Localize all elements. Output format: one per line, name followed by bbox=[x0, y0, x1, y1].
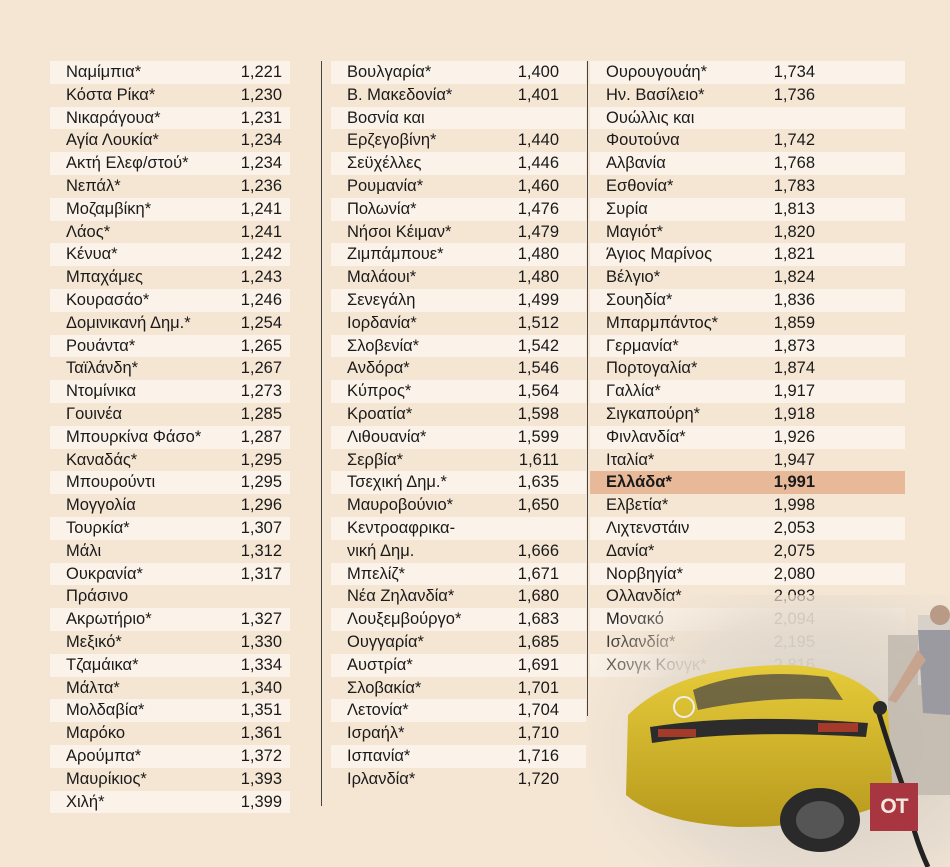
table-row bbox=[331, 722, 586, 745]
fuel-price: 1,685 bbox=[517, 632, 559, 651]
country-name: Γουινέα bbox=[66, 404, 123, 423]
table-row bbox=[590, 289, 905, 312]
table-row bbox=[590, 335, 905, 358]
table-row bbox=[331, 221, 586, 244]
country-name: Τουρκία* bbox=[66, 518, 130, 537]
country-name: Ισραήλ* bbox=[347, 724, 405, 743]
country-name: Ιταλία* bbox=[606, 450, 655, 469]
table-row bbox=[331, 335, 586, 358]
country-name: Μπαχάμες bbox=[66, 268, 144, 287]
fuel-price: 1,246 bbox=[240, 290, 282, 309]
country-name: Μογγολία bbox=[66, 496, 136, 515]
fuel-price: 1,372 bbox=[240, 746, 282, 765]
country-name: Μεξικό* bbox=[66, 632, 122, 651]
fuel-price: 2,053 bbox=[773, 518, 815, 537]
country-name: Σουηδία* bbox=[606, 290, 673, 309]
fuel-price: 1,542 bbox=[517, 336, 559, 355]
fuel-price: 1,710 bbox=[517, 724, 559, 743]
table-row bbox=[50, 289, 290, 312]
fuel-price: 1,599 bbox=[517, 427, 559, 446]
table-row bbox=[590, 426, 905, 449]
fuel-price: 1,635 bbox=[517, 473, 559, 492]
fuel-price: 1,783 bbox=[773, 176, 815, 195]
country-name: Ουκρανία* bbox=[66, 564, 143, 583]
fuel-price: 1,446 bbox=[517, 154, 559, 173]
table-row bbox=[331, 631, 586, 654]
fuel-price: 1,691 bbox=[517, 655, 559, 674]
table-row bbox=[50, 768, 290, 791]
table-row bbox=[590, 243, 905, 266]
fuel-price: 1,221 bbox=[240, 63, 282, 81]
fuel-price: 1,265 bbox=[240, 336, 282, 355]
country-name: Σενεγάλη bbox=[347, 290, 416, 309]
table-row bbox=[590, 563, 905, 586]
fuel-price: 1,734 bbox=[773, 63, 815, 81]
fuel-price: 1,720 bbox=[517, 769, 559, 788]
table-row bbox=[50, 107, 290, 130]
table-row bbox=[331, 266, 586, 289]
fuel-price: 1,998 bbox=[773, 496, 815, 515]
table-row bbox=[50, 380, 290, 403]
table-row bbox=[331, 289, 586, 312]
fuel-price: 1,821 bbox=[773, 245, 815, 264]
fuel-price: 1,480 bbox=[517, 245, 559, 264]
country-name: Μπουρκίνα Φάσο* bbox=[66, 427, 202, 446]
table-row bbox=[50, 791, 290, 814]
table-row bbox=[50, 608, 290, 631]
fuel-price: 1,287 bbox=[240, 427, 282, 446]
fuel-price: 1,564 bbox=[517, 382, 559, 401]
fuel-price: 1,824 bbox=[773, 268, 815, 287]
fuel-price: 2,075 bbox=[773, 541, 815, 560]
table-row bbox=[590, 198, 905, 221]
table-row bbox=[331, 243, 586, 266]
table-row bbox=[590, 517, 905, 540]
table-row bbox=[50, 563, 290, 586]
fuel-price: 1,820 bbox=[773, 222, 815, 241]
country-name: Ιρλανδία* bbox=[347, 769, 416, 788]
table-row bbox=[331, 129, 586, 152]
fuel-price: 1,296 bbox=[240, 496, 282, 515]
table-row bbox=[50, 517, 290, 540]
fuel-price: 1,330 bbox=[240, 632, 282, 651]
country-name: Ακρωτήριο* bbox=[66, 610, 152, 629]
table-row bbox=[331, 563, 586, 586]
fuel-price: 1,836 bbox=[773, 290, 815, 309]
table-row bbox=[50, 585, 290, 608]
fuel-price: 1,813 bbox=[773, 199, 815, 218]
fuel-price: 1,499 bbox=[517, 290, 559, 309]
fuel-price: 1,236 bbox=[240, 176, 282, 195]
fuel-price: 1,873 bbox=[773, 336, 815, 355]
country-name: Ταϊλάνδη* bbox=[66, 359, 139, 378]
country-name: Αρούμπα* bbox=[66, 746, 142, 765]
country-name: Ην. Βασίλειο* bbox=[606, 85, 705, 104]
country-name: Δομινικανή Δημ.* bbox=[66, 313, 191, 332]
table-row bbox=[50, 198, 290, 221]
fuel-price: 1,611 bbox=[518, 450, 559, 469]
country-name: Ιορδανία* bbox=[347, 313, 417, 332]
table-row bbox=[331, 380, 586, 403]
table-row bbox=[50, 243, 290, 266]
fuel-price: 1,926 bbox=[773, 427, 815, 446]
fuel-price: 1,704 bbox=[517, 701, 559, 720]
table-row bbox=[50, 654, 290, 677]
table-row bbox=[590, 471, 905, 494]
table-row bbox=[50, 677, 290, 700]
table-row bbox=[331, 654, 586, 677]
fuel-price: 1,327 bbox=[240, 610, 282, 629]
table-row bbox=[590, 540, 905, 563]
table-row bbox=[590, 84, 905, 107]
table-row bbox=[50, 631, 290, 654]
fuel-price: 1,742 bbox=[773, 131, 815, 150]
fuel-price: 1,230 bbox=[240, 85, 282, 104]
ot-logo: OT bbox=[870, 783, 918, 831]
fuel-price: 1,736 bbox=[773, 85, 815, 104]
country-name: Νέα Ζηλανδία* bbox=[347, 587, 455, 606]
country-name: Κόστα Ρίκα* bbox=[66, 85, 156, 104]
table-row bbox=[590, 449, 905, 472]
country-name: Ζιμπάμπουε* bbox=[347, 245, 444, 264]
fuel-price: 1,460 bbox=[517, 176, 559, 195]
table-row bbox=[50, 699, 290, 722]
country-name: Γαλλία* bbox=[606, 382, 661, 401]
country-name: Μαυροβούνιο* bbox=[347, 496, 454, 515]
country-name: Συρία bbox=[606, 199, 648, 218]
price-column-2 bbox=[331, 61, 586, 791]
table-row bbox=[331, 699, 586, 722]
table-row bbox=[50, 266, 290, 289]
country-name: Εσθονία* bbox=[606, 176, 674, 195]
fuel-price: 1,476 bbox=[517, 199, 559, 218]
fuel-price: 1,917 bbox=[773, 382, 815, 401]
table-row bbox=[50, 61, 290, 84]
fuel-price: 1,243 bbox=[240, 268, 282, 287]
table-row bbox=[331, 494, 586, 517]
table-row bbox=[590, 266, 905, 289]
fuel-price: 1,295 bbox=[240, 450, 282, 469]
country-name: Δανία* bbox=[606, 541, 655, 560]
price-column-1 bbox=[50, 61, 290, 813]
country-name: Βέλγιο* bbox=[606, 268, 661, 287]
table-row bbox=[50, 84, 290, 107]
table-row bbox=[331, 585, 586, 608]
fuel-price: 1,334 bbox=[240, 655, 282, 674]
country-name: Ρουάντα* bbox=[66, 336, 136, 355]
country-name: Πράσινο bbox=[66, 587, 129, 606]
table-row bbox=[50, 449, 290, 472]
fuel-price: 1,231 bbox=[240, 108, 282, 127]
country-name: Νορβηγία* bbox=[606, 564, 684, 583]
country-name: Μαυρίκιος* bbox=[66, 769, 147, 788]
fuel-price: 1,598 bbox=[517, 404, 559, 423]
fuel-price: 1,312 bbox=[240, 541, 282, 560]
table-row bbox=[590, 403, 905, 426]
country-name: Μάλι bbox=[66, 541, 102, 560]
country-name: Ελλάδα* bbox=[606, 473, 672, 492]
fuel-price: 1,680 bbox=[517, 587, 559, 606]
country-name: Κροατία* bbox=[347, 404, 413, 423]
fuel-price: 1,768 bbox=[773, 154, 815, 173]
table-row bbox=[50, 175, 290, 198]
table-row bbox=[331, 152, 586, 175]
fuel-price: 1,273 bbox=[240, 382, 282, 401]
fuel-price: 1,234 bbox=[240, 131, 282, 150]
country-name: Λιθουανία* bbox=[347, 427, 427, 446]
country-name: Μολδαβία* bbox=[66, 701, 145, 720]
fuel-price: 2,080 bbox=[773, 564, 815, 583]
fuel-price: 1,241 bbox=[240, 199, 282, 218]
country-name: Μοζαμβίκη* bbox=[66, 199, 152, 218]
price-column-3 bbox=[590, 61, 905, 677]
fuel-price: 1,307 bbox=[240, 518, 282, 537]
table-row bbox=[50, 426, 290, 449]
country-name: Κουρασάο* bbox=[66, 290, 150, 309]
fuel-price: 1,666 bbox=[517, 541, 559, 560]
table-row bbox=[331, 768, 586, 791]
country-name: Μαλάουι* bbox=[347, 268, 417, 287]
country-name: νική Δημ. bbox=[347, 541, 415, 560]
fuel-price: 1,479 bbox=[517, 222, 559, 241]
fuel-price: 1,295 bbox=[240, 473, 282, 492]
country-name: Φινλανδία* bbox=[606, 427, 686, 446]
country-name: Νεπάλ* bbox=[66, 176, 121, 195]
table-row bbox=[50, 494, 290, 517]
table-row bbox=[50, 335, 290, 358]
country-name: Αγία Λουκία* bbox=[66, 131, 159, 150]
country-name: Πολωνία* bbox=[347, 199, 417, 218]
fuel-price: 1,254 bbox=[240, 313, 282, 332]
table-row bbox=[590, 494, 905, 517]
country-name: Άγιος Μαρίνος bbox=[606, 245, 713, 264]
fuel-price: 1,947 bbox=[773, 450, 815, 469]
table-row bbox=[331, 84, 586, 107]
table-row bbox=[331, 471, 586, 494]
table-row bbox=[331, 198, 586, 221]
table-row bbox=[590, 312, 905, 335]
table-row bbox=[590, 380, 905, 403]
fuel-price: 1,399 bbox=[240, 792, 282, 811]
country-name: Ισπανία* bbox=[347, 746, 411, 765]
table-row bbox=[590, 129, 905, 152]
country-name: Σιγκαπούρη* bbox=[606, 404, 701, 423]
country-name: Φουτούνα bbox=[606, 131, 680, 150]
fuel-price: 1,683 bbox=[517, 610, 559, 629]
country-name: Μαγιότ* bbox=[606, 222, 664, 241]
fuel-price: 1,234 bbox=[240, 154, 282, 173]
country-name: Ουώλλις και bbox=[606, 108, 695, 127]
table-row bbox=[331, 61, 586, 84]
table-row bbox=[331, 357, 586, 380]
fuel-price: 1,671 bbox=[517, 564, 559, 583]
country-name: Σερβία* bbox=[347, 450, 404, 469]
table-row bbox=[50, 745, 290, 768]
table-row bbox=[590, 152, 905, 175]
country-name: Ανδόρα* bbox=[347, 359, 410, 378]
country-name: Σλοβενία* bbox=[347, 336, 420, 355]
country-name: Πορτογαλία* bbox=[606, 359, 698, 378]
table-row bbox=[331, 745, 586, 768]
fuel-price: 1,317 bbox=[240, 564, 282, 583]
country-name: Β. Μακεδονία* bbox=[347, 85, 453, 104]
fuel-price: 1,267 bbox=[240, 359, 282, 378]
country-name: Αλβανία bbox=[606, 154, 666, 173]
country-name: Ντομίνικα bbox=[66, 382, 137, 401]
country-name: Μαρόκο bbox=[66, 724, 126, 743]
table-row bbox=[590, 107, 905, 130]
table-row bbox=[50, 471, 290, 494]
fuel-price: 1,874 bbox=[773, 359, 815, 378]
fuel-price: 1,440 bbox=[517, 131, 559, 150]
country-name: Ακτή Ελεφ/στού* bbox=[66, 154, 189, 173]
table-row bbox=[331, 449, 586, 472]
table-row bbox=[590, 61, 905, 84]
table-row bbox=[590, 221, 905, 244]
fuel-price: 1,546 bbox=[517, 359, 559, 378]
country-name: Ρουμανία* bbox=[347, 176, 424, 195]
country-name: Ναμίμπια* bbox=[66, 63, 142, 81]
table-row bbox=[590, 357, 905, 380]
table-row bbox=[50, 540, 290, 563]
fuel-price: 1,242 bbox=[240, 245, 282, 264]
country-name: Ελβετία* bbox=[606, 496, 669, 515]
table-row bbox=[50, 403, 290, 426]
table-row bbox=[50, 722, 290, 745]
fuel-price: 1,716 bbox=[517, 746, 559, 765]
fuel-price: 1,701 bbox=[517, 678, 559, 697]
fuel-price: 1,991 bbox=[773, 473, 815, 492]
fuel-price: 1,340 bbox=[240, 678, 282, 697]
country-name: Νικαράγουα* bbox=[66, 108, 161, 127]
country-name: Κύπρος* bbox=[347, 382, 412, 401]
table-row bbox=[331, 312, 586, 335]
fuel-price: 1,918 bbox=[773, 404, 815, 423]
table-row bbox=[50, 221, 290, 244]
country-name: Νήσοι Κέιμαν* bbox=[347, 222, 452, 241]
country-name: Χιλή* bbox=[66, 792, 105, 811]
divider-1 bbox=[321, 61, 322, 806]
country-name: Τζαμάικα* bbox=[66, 655, 139, 674]
country-name: Λουξεμβούργο* bbox=[347, 610, 462, 629]
fuel-price: 1,285 bbox=[240, 404, 282, 423]
country-name: Ερζεγοβίνη* bbox=[347, 131, 437, 150]
country-name: Μάλτα* bbox=[66, 678, 120, 697]
country-name: Λετονία* bbox=[347, 701, 409, 720]
table-row bbox=[331, 403, 586, 426]
table-row bbox=[331, 426, 586, 449]
country-name: Ουρουγουάη* bbox=[606, 63, 708, 81]
fuel-price: 1,361 bbox=[240, 724, 282, 743]
country-name: Ουγγαρία* bbox=[347, 632, 424, 651]
table-row bbox=[331, 677, 586, 700]
table-row bbox=[331, 107, 586, 130]
country-name: Τσεχική Δημ.* bbox=[347, 473, 447, 492]
fuel-price: 1,393 bbox=[240, 769, 282, 788]
table-row bbox=[331, 517, 586, 540]
table-row bbox=[331, 608, 586, 631]
fuel-price: 1,401 bbox=[517, 85, 559, 104]
country-name: Λιχτενστάιν bbox=[606, 518, 690, 537]
country-name: Κεντροαφρικα- bbox=[347, 518, 456, 537]
country-name: Μπουρούντι bbox=[66, 473, 156, 492]
fuel-price: 1,400 bbox=[517, 63, 559, 81]
table-row bbox=[331, 175, 586, 198]
country-name: Κένυα* bbox=[66, 245, 118, 264]
country-name: Καναδάς* bbox=[66, 450, 138, 469]
country-name: Γερμανία* bbox=[606, 336, 679, 355]
country-name: Μπελίζ* bbox=[347, 564, 406, 583]
table-row bbox=[50, 357, 290, 380]
fuel-price: 1,480 bbox=[517, 268, 559, 287]
country-name: Σεϋχέλλες bbox=[347, 154, 422, 173]
table-row bbox=[590, 175, 905, 198]
fuel-price: 1,512 bbox=[517, 313, 559, 332]
table-row bbox=[331, 540, 586, 563]
fuel-price: 1,351 bbox=[240, 701, 282, 720]
table-row bbox=[50, 129, 290, 152]
fuel-price: 1,859 bbox=[773, 313, 815, 332]
table-row bbox=[50, 152, 290, 175]
country-name: Σλοβακία* bbox=[347, 678, 422, 697]
country-name: Αυστρία* bbox=[347, 655, 413, 674]
country-name: Βουλγαρία* bbox=[347, 63, 432, 81]
fuel-price: 1,650 bbox=[517, 496, 559, 515]
country-name: Λάος* bbox=[66, 222, 111, 241]
country-name: Μπαρμπάντος* bbox=[606, 313, 719, 332]
country-name: Βοσνία και bbox=[347, 108, 425, 127]
fuel-price: 1,241 bbox=[240, 222, 282, 241]
table-row bbox=[50, 312, 290, 335]
